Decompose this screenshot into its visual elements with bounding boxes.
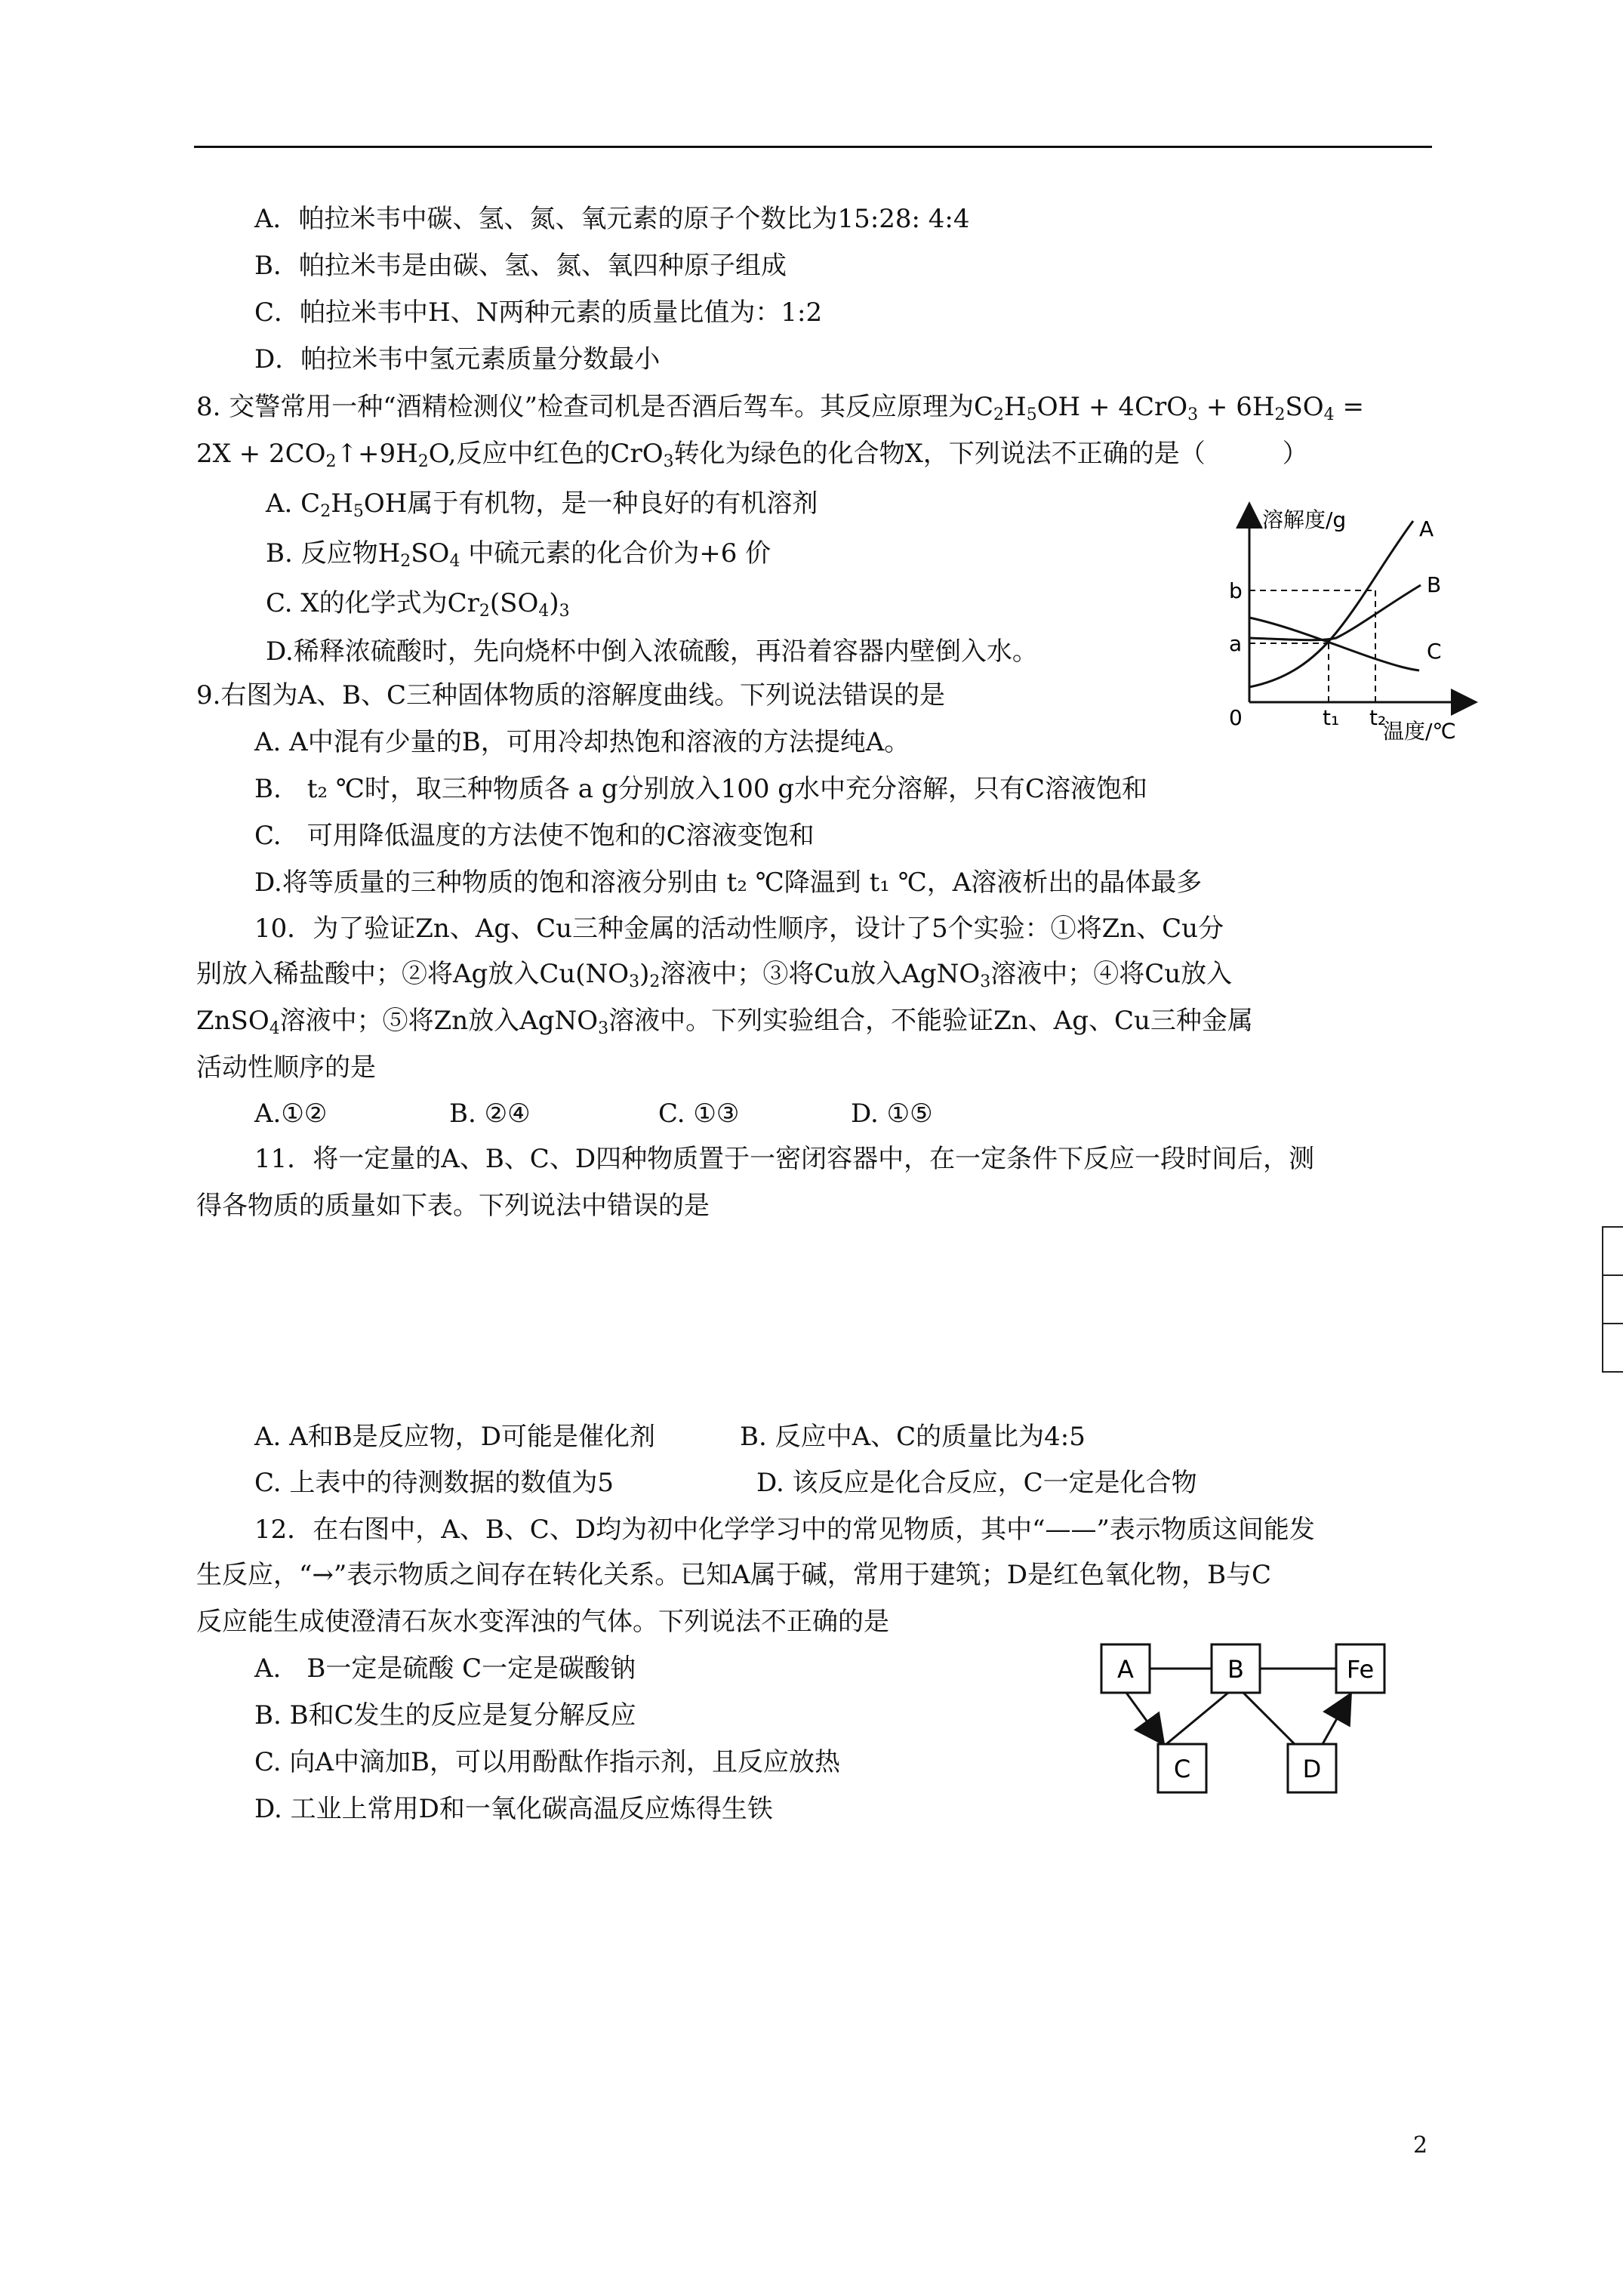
q10-line4: 活动性顺序的是 bbox=[196, 1052, 376, 1083]
q7-option-d: D．帕拉米韦中氢元素质量分数最小 bbox=[254, 344, 661, 374]
q11-option-d: D. 该反应是化合反应，C一定是化合物 bbox=[756, 1468, 1197, 1498]
q7-option-b: B．帕拉米韦是由碳、氢、氮、氧四种原子组成 bbox=[254, 251, 787, 281]
q8-option-c: C. X的化学式为$Cr_2(SO_4)_3$ bbox=[266, 588, 570, 621]
q11-option-b: B. 反应中A、C的质量比为4:5 bbox=[740, 1422, 1086, 1452]
q10-option-b: B. ②④ bbox=[449, 1099, 531, 1129]
edge-b-d bbox=[1243, 1693, 1295, 1744]
q10-option-c: C. ①③ bbox=[658, 1099, 740, 1129]
origin-label: 0 bbox=[1229, 705, 1243, 730]
q8-stem-line2: $2X + 2CO_2↑+9H_2O$,反应中红色的CrO$_3$转化为绿色的化合物X，下列说法不正确的是（ ） bbox=[196, 439, 1308, 471]
node-fe-label: Fe bbox=[1346, 1655, 1375, 1684]
edge-b-c bbox=[1166, 1693, 1228, 1744]
q9-option-c: C. 可用降低温度的方法使不饱和的C溶液变饱和 bbox=[254, 821, 815, 851]
q7-option-c: C．帕拉米韦中H、N两种元素的质量比值为：1:2 bbox=[254, 297, 823, 328]
node-a-label: A bbox=[1117, 1655, 1134, 1684]
arrow-d-fe bbox=[1323, 1696, 1350, 1744]
q11-option-a: A. A和B是反应物，D可能是催化剂 bbox=[254, 1422, 655, 1452]
q12-option-c: C. 向A中滴加B，可以用酚酞作指示剂，且反应放热 bbox=[254, 1747, 840, 1777]
q12-line3: 反应能生成使澄清石灰水变浑浊的气体。下列说法不正确的是 bbox=[196, 1607, 889, 1637]
node-b-label: B bbox=[1227, 1655, 1244, 1684]
q12-option-b: B. B和C发生的反应是复分解反应 bbox=[254, 1700, 636, 1730]
arrow-a-c bbox=[1126, 1693, 1163, 1743]
node-d-label: D bbox=[1302, 1755, 1322, 1783]
node-c-label: C bbox=[1173, 1755, 1191, 1783]
page-number: 2 bbox=[1413, 2132, 1428, 2159]
relation-diagram bbox=[1087, 1631, 1404, 1797]
q12-line2: 生反应，“→”表示物质之间存在转化关系。已知A属于碱，常用于建筑；D是红色氧化物，B与C bbox=[196, 1560, 1272, 1590]
q9-option-a: A. A中混有少量的B，可用冷却热饱和溶液的方法提纯A。 bbox=[254, 727, 910, 757]
x-axis-label: 温度/℃ bbox=[1383, 719, 1456, 744]
q8-option-d: D.稀释浓硫酸时，先向烧杯中倒入浓硫酸，再沿着容器内壁倒入水。 bbox=[266, 636, 1038, 667]
curve-label-c: C bbox=[1427, 639, 1442, 664]
q12-line1: 12．在右图中，A、B、C、D均为初中化学学习中的常见物质，其中“——”表示物质这间能发 bbox=[254, 1515, 1315, 1545]
q11-option-c: C. 上表中的待测数据的数值为5 bbox=[254, 1468, 614, 1498]
q11-line2: 得各物质的质量如下表。下列说法中错误的是 bbox=[196, 1191, 710, 1221]
q12-option-a: A. B一定是硫酸 C一定是碳酸钠 bbox=[254, 1653, 636, 1684]
q9-option-b: B. t₂ ℃时，取三种物质各 a g分别放入100 g水中充分溶解，只有C溶液饱和 bbox=[254, 774, 1148, 804]
y-axis-label: 溶解度/g bbox=[1262, 507, 1347, 532]
q8-option-b: B. 反应物$H_2SO_4$ 中硫元素的化合价为+6 价 bbox=[266, 538, 771, 571]
q10-line2: 别放入稀盐酸中；②将Ag放入$Cu(NO_3)_2$溶液中；③将Cu放入AgNO$_3$溶液中；④将Cu放入 bbox=[196, 959, 1233, 991]
q10-option-a: A.①② bbox=[254, 1099, 328, 1129]
q7-option-a: A．帕拉米韦中碳、氢、氮、氧元素的原子个数比为15:28: 4:4 bbox=[254, 204, 970, 234]
solubility-graph bbox=[1215, 498, 1517, 747]
table-rule bbox=[1603, 1323, 1623, 1324]
header-rule bbox=[194, 146, 1432, 148]
curve-label-a: A bbox=[1419, 516, 1434, 541]
q10-line1: 10．为了验证Zn、Ag、Cu三种金属的活动性顺序，设计了5个实验：①将Zn、Cu分 bbox=[254, 914, 1224, 944]
curve-b bbox=[1249, 585, 1421, 640]
q10-line3: ZnSO$_4$溶液中；⑤将Zn放入AgNO$_3$溶液中。下列实验组合，不能验证Zn、Ag、Cu三种金属 bbox=[196, 1006, 1253, 1038]
table-rule bbox=[1603, 1274, 1623, 1276]
tick-t2: t₂ bbox=[1369, 705, 1387, 730]
q9-stem: 9.右图为A、B、C三种固体物质的溶解度曲线。下列说法错误的是 bbox=[196, 680, 945, 710]
curve-label-b: B bbox=[1427, 572, 1442, 597]
cropped-table-edge bbox=[1602, 1226, 1623, 1373]
q10-option-d: D. ①⑤ bbox=[851, 1099, 933, 1129]
q12-option-d: D. 工业上常用D和一氧化碳高温反应炼得生铁 bbox=[254, 1794, 773, 1824]
q8-stem-line1: 8. 交警常用一种“酒精检测仪”检查司机是否酒后驾车。其反应原理为$C_2H_5OH + 4CrO_3 + 6H_2SO_4$ = bbox=[196, 392, 1364, 424]
q8-option-a: A. $C_2H_5OH$属于有机物，是一种良好的有机溶剂 bbox=[266, 488, 818, 521]
tick-t1: t₁ bbox=[1323, 705, 1340, 730]
q11-line1: 11．将一定量的A、B、C、D四种物质置于一密闭容器中，在一定条件下反应一段时间后，测 bbox=[254, 1144, 1315, 1174]
tick-a: a bbox=[1229, 631, 1243, 656]
tick-b: b bbox=[1229, 578, 1243, 603]
q9-option-d: D.将等质量的三种物质的饱和溶液分别由 t₂ ℃降温到 t₁ ℃，A溶液析出的晶体最多 bbox=[254, 868, 1203, 898]
